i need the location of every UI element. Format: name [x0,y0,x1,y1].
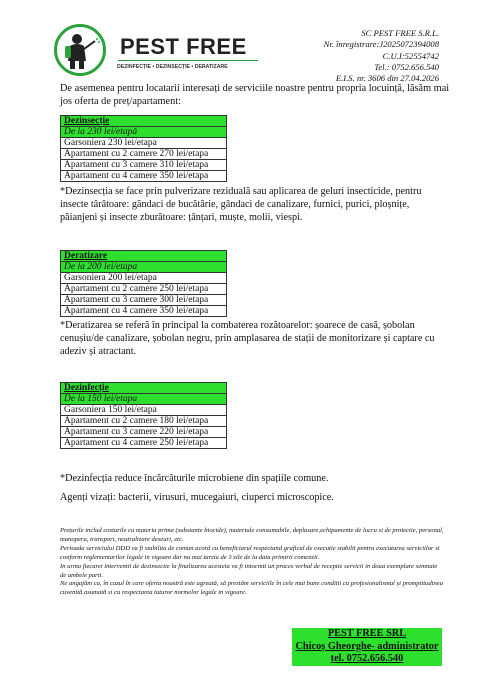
fine-print-line: Prețurile includ costurile cu materia prima (substante biocide), materiale consumabile, deplasare,echipamente de lucru si de protectie, personal, manopera, transport, neutralizare deseuri, etc. [60,527,444,543]
intro-paragraph: De asemenea pentru locatarii interesați de serviciile noastre pentru propria locuință, lăsăm mai jos oferta de preț/apartament: [60,83,450,107]
table-subtitle: De la 230 lei/etapă [61,127,227,138]
table-row: Apartament cu 4 camere 350 lei/etapa [61,171,227,182]
fine-print-line: Perioada serviciului DDD va fi stabilita de comun acord cu beneficiarul respectand graficul de executie stabilit pentru executarea serviciilor si conform reglementarilor legale in vigoare dar nu mai tarziu de 3 zile de la data primirii comenzii. [60,544,440,561]
table-row: Apartament cu 3 camere 310 lei/etapa [61,160,227,171]
logo-tagline: DEZINFECȚIE • DEZINSECȚIE • DERATIZARE [117,64,228,70]
section-note: *Dezinsecția se face prin pulverizare reziduală sau aplicarea de geluri insecticide, pentru insecte târâtoare: gândaci de bucătărie, gândaci de canalizare, furnici, purici, ploșnițe, păianjeni și insecte zburătoare: țânțari, muște, molii, viespi. [60,186,422,223]
company-info [324,28,439,84]
table-title: Deratizare [61,251,227,262]
table-row: Apartament cu 3 camere 220 lei/etapa [61,427,227,438]
table-row: Apartament cu 2 camere 180 lei/etapa [61,416,227,427]
fine-print [60,527,444,598]
fine-print-line: Ne angajăm ca, în cazul în care oferta noastră este agreată, să prestăm serviciile în cele mai bune conditii cu profesionalismul și promptitudinea cuvenită asumată si cu respectarea tuturor normelor legale in vigoare. [60,580,443,597]
price-table-dezinsectie [60,115,227,182]
table-row: Garsoniera 200 lei/etapa [61,273,227,284]
company-line: Nr. înregistrare:J2025072394008 [323,39,439,50]
table-row: Garsoniera 230 lei/etapa [61,138,227,149]
table-row: Apartament cu 4 camere 250 lei/etapa [61,438,227,449]
table-row: Apartament cu 4 camere 350 lei/etapa [61,306,227,317]
price-table-dezinfectie [60,382,227,449]
table-row: Apartament cu 2 camere 250 lei/etapa [61,284,227,295]
signature-line: tel. 0752.656.540 [330,653,404,664]
fine-print-line: In urma fiecarei interventii de dezinsectie la finalizarea acesteia va fi intocmit un proces verbal de receptie servicii in doua exemplare semnate de ambele parti. [60,562,438,579]
section-note: *Dezinfecția reduce încărcăturile microbiene din spațiile comune. [60,473,329,484]
signature-line: Chicoș Gheorghe- administrator [295,640,439,652]
price-table-deratizare [60,250,227,317]
table-subtitle: De la 150 lei/etapa [61,394,227,405]
company-line: SC PEST FREE S.R.L. [361,28,439,38]
section-note: *Deratizarea se referă în principal la combaterea rozătoarelor: șoarece de casă, șobolan cenușiu/de canalizare, șobolan negru, prin amplasarea de stații de monitorizare și captare cu adeziv și atractant. [60,320,435,357]
table-subtitle: De la 200 lei/etapa [61,262,227,273]
logo-brand: PEST FREE [120,34,247,59]
logo-divider [118,60,258,61]
company-line: C.U.I:52554742 [382,50,439,61]
table-row: Apartament cu 2 camere 270 lei/etapa [61,149,227,160]
agents-paragraph: Agenți vizați: bacterii, virusuri, mucegaiuri, ciuperci microscopice. [60,492,334,503]
signature-block [292,628,442,666]
company-line: Tel.: 0752.656.540 [374,61,439,72]
table-title: Dezinsecție [61,116,227,127]
table-title: Dezinfecție [61,383,227,394]
signature-line: PEST FREE SRL [327,628,407,639]
table-row: Apartament cu 3 camere 300 lei/etapa [61,295,227,306]
table-row: Garsoniera 150 lei/etapa [61,405,227,416]
company-logo [54,24,264,82]
exterminator-icon [54,24,106,76]
company-line: E.I.S. nr. 3606 din 27.04.2026 [335,73,439,84]
